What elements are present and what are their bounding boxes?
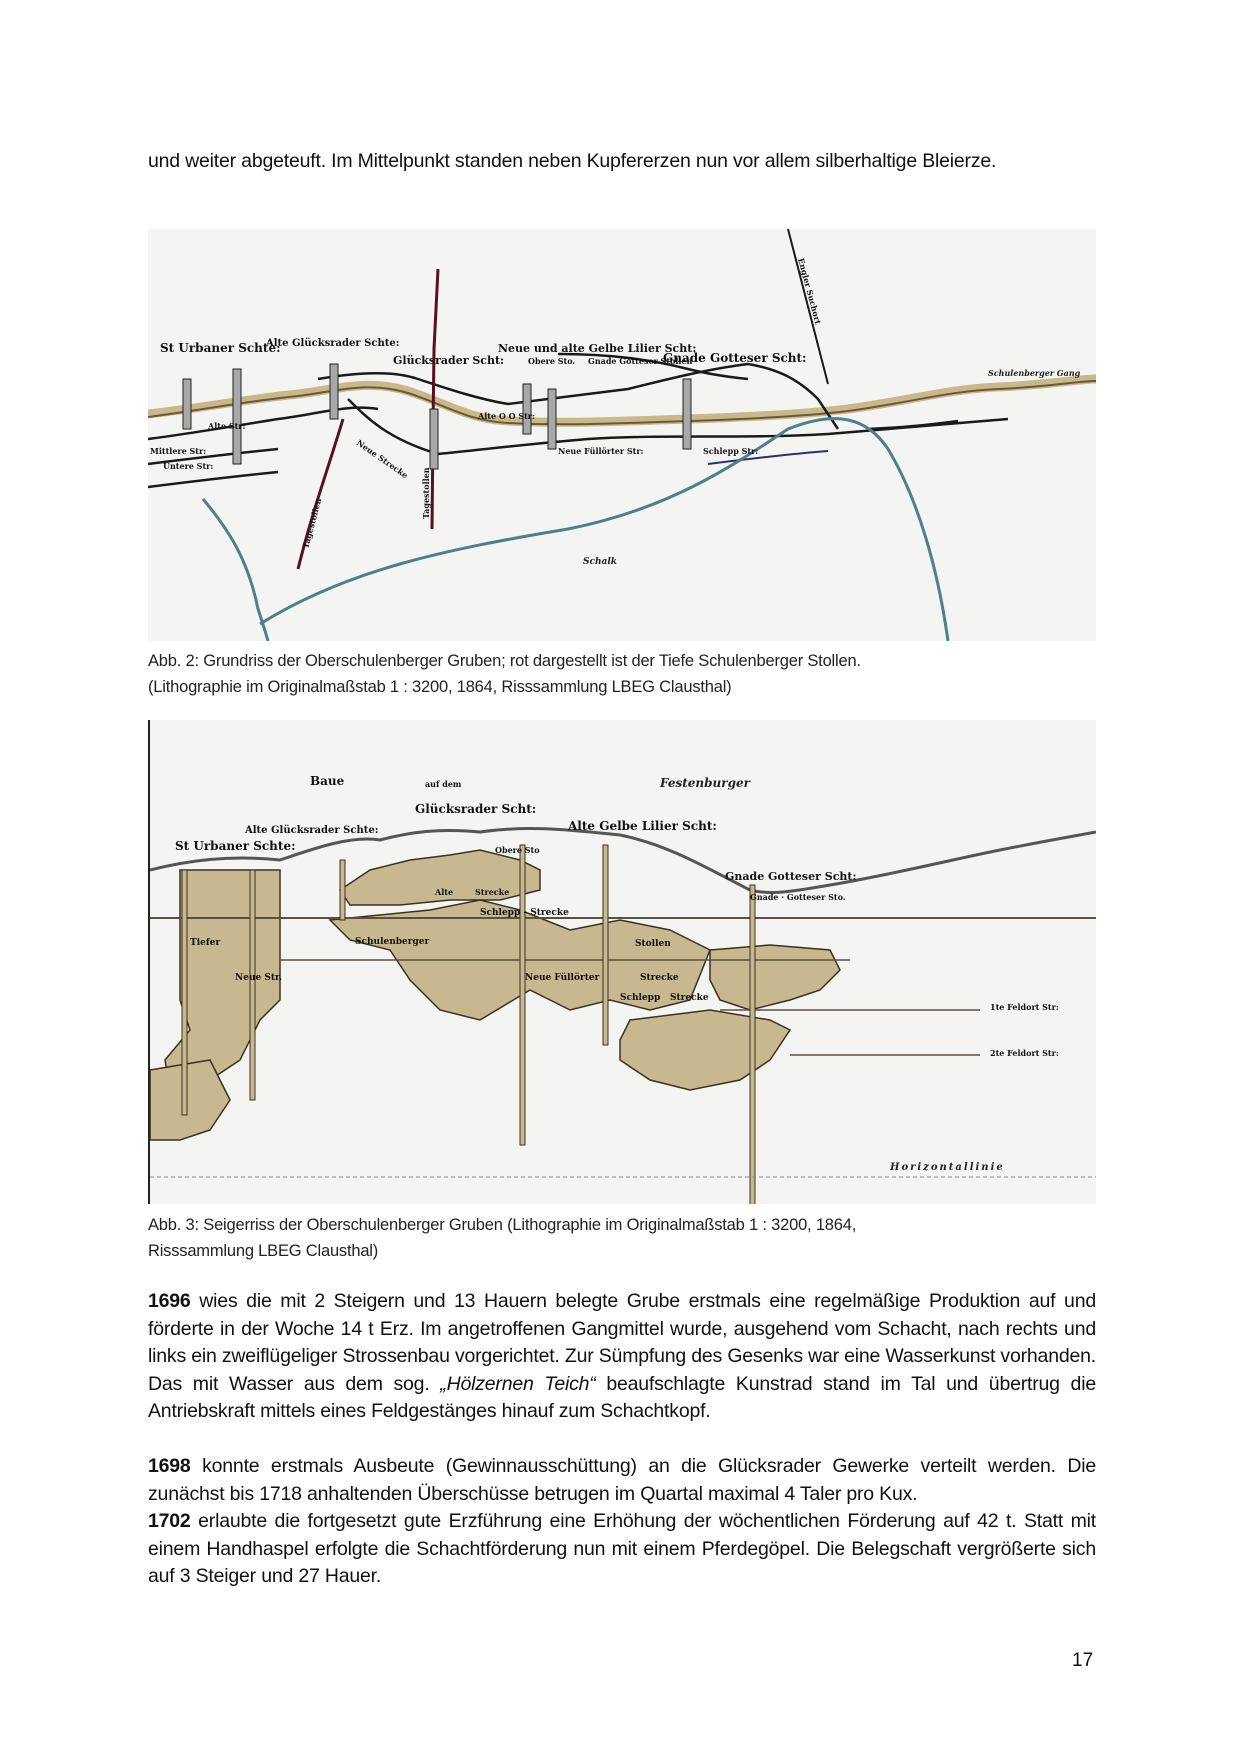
label-strecke-2: Strecke [640, 973, 679, 983]
paragraph-1696-text-end: beaufschlagte Kunstrad stand im Tal und übertrug die Antriebskraft mittels eines Feldgestänges hinauf zum Schachtkopf. [148, 1372, 1096, 1422]
label-gluecksrader: Glücksrader Scht: [393, 354, 505, 367]
label-neue-alte-gelbe-lilier: Neue und alte Gelbe Lilier Scht: [498, 342, 697, 355]
paragraph-1698-text: konnte erstmals Ausbeute (Gewinnausschüttung) an die Glücksrader Gewerke verteilt werden. Die zunächst bis 1718 anhaltenden Überschüsse betrugen im Quartal maximal 4 Taler pro Kux. [148, 1455, 1096, 1505]
label-tagestollen-2: Tagestollen [421, 467, 431, 519]
label-horizontallinie: Horizontallinie [890, 1162, 1005, 1173]
label-schalk: Schalk [583, 557, 618, 567]
shaft [548, 389, 556, 449]
label-obere-sto: Obere Sto. [528, 356, 576, 366]
year-1702: 1702 [148, 1510, 191, 1532]
label-neue-fuellorter-str: Neue Füllörter Str: [558, 446, 644, 456]
intro-paragraph: und weiter abgeteuft. Im Mittelpunkt standen neben Kupfererzen nun vor allem silberhaltige Bleierze. [148, 150, 997, 172]
year-1696: 1696 [148, 1290, 191, 1312]
paragraph-1702-text: erlaubte die fortgesetzt gute Erzführung eine Erhöhung der wöchentlichen Förderung auf 42 t. Statt mit einem Handhaspel erfolgte die Schachtförderung nun mit einem Pferdegöpel. Die Belegschaft vergrößerte sich auf 3 Steiger und 27 Hauer. [148, 1510, 1096, 1587]
label-neue-fuellorter: Neue Füllörter [525, 973, 600, 983]
label-alte-str: Alte Str: [208, 421, 246, 431]
year-1698: 1698 [148, 1455, 191, 1477]
label-schlepp: Schlepp [620, 993, 661, 1003]
label-alte-oo-str: Alte O O Str: [478, 411, 535, 421]
figure-3-caption-line2: Risssammlung LBEG Clausthal) [148, 1242, 379, 1260]
label-untere-str: Untere Str: [163, 461, 214, 471]
drift-untere [148, 472, 278, 487]
label-alte-gluecksrader: Alte Glücksrader Schte: [245, 825, 379, 836]
label-st-urbaner: St Urbaner Schte: [175, 839, 296, 853]
label-baue: Baue [310, 774, 345, 788]
river-schalk [203, 499, 268, 641]
workings-feldort [620, 1010, 790, 1090]
shaft [750, 885, 755, 1204]
label-neue-strecke: Neue Strecke [354, 437, 411, 481]
label-st-urbaner: St Urbaner Schte: [160, 341, 281, 355]
label-feldort-1: 1te Feldort Str: [990, 1002, 1059, 1012]
label-schlepp-strecke: Schlepp - Strecke [480, 908, 569, 918]
paragraph-1702 [148, 1508, 1096, 1591]
label-schulenberger: Schulenberger [355, 937, 430, 947]
label-gnade-gotteser: Gnade Gotteser Scht: [663, 351, 807, 365]
figure-2-plan-drawing [148, 229, 1096, 641]
label-strecke-3: Strecke [670, 993, 709, 1003]
shaft [523, 384, 531, 434]
label-tiefer: Tiefer [190, 938, 221, 948]
label-mittlere-str: Mittlere Str: [150, 446, 207, 456]
figure-3-caption-line1: Abb. 3: Seigerriss der Oberschulenberger Gruben (Lithographie im Originalmaßstab 1 : 3200, 1864, [148, 1216, 857, 1234]
hoelzernen-teich: „Hölzernen Teich“ [440, 1372, 596, 1395]
label-auf-dem: auf dem [425, 779, 462, 789]
shaft [520, 845, 525, 1145]
workings-east [710, 945, 840, 1010]
label-alte-gelbe-lilier: Alte Gelbe Lilier Scht: [568, 819, 717, 833]
paragraph-1696-text: wies die mit 2 Steigern und 13 Hauern belegte Grube erstmals eine regelmäßige Produktion auf und förderte in der Woche 14 t Erz. Im angetroffenen Gangmittel wurde, ausgehend vom Schacht, nach rechts und links ein zweiflügeliger Strossenbau vorgerichtet. Zur Sümpfung des Gesenks war eine Wasserkunst vorhanden. Das mit Wasser aus dem sog. [148, 1290, 1096, 1395]
figure-2-caption-line1: Abb. 2: Grundriss der Oberschulenberger Gruben; rot dargestellt ist der Tiefe Schulenberger Stollen. [148, 652, 861, 670]
page-number: 17 [1072, 1650, 1094, 1671]
shaft [233, 369, 241, 464]
label-gluecksrader: Glücksrader Scht: [415, 802, 537, 816]
label-engler-suchort: Engler Suchort [796, 256, 824, 326]
paragraph-1698 [148, 1453, 1096, 1508]
paragraph-1696 [148, 1288, 1096, 1426]
label-alte: Alte [435, 887, 454, 897]
figure-2-caption-line2: (Lithographie im Originalmaßstab 1 : 3200, 1864, Risssammlung LBEG Clausthal) [148, 678, 732, 696]
label-gnade-gotteser-sto: Gnade · Gotteser Sto. [750, 892, 846, 902]
shaft [330, 364, 338, 419]
figure-3-section-drawing [150, 720, 1096, 1204]
label-feldort-2: 2te Feldort Str: [990, 1048, 1059, 1058]
shaft [250, 870, 255, 1100]
label-alte-gluecksrader: Alte Glücksrader Schte: [266, 338, 400, 349]
label-stollen: Stollen [635, 939, 671, 949]
label-strecke: Strecke [475, 887, 510, 897]
label-gnade-gotteser: Gnade Gotteser Scht: [725, 870, 857, 883]
label-festenburger: Festenburger [660, 776, 750, 790]
label-obere-sto: Obere Sto [495, 845, 540, 855]
label-neue-str: Neue Str. [235, 973, 283, 983]
shaft [340, 860, 345, 920]
label-gnade-gotteser-stollen: Gnade Gotteser Stollen [588, 356, 693, 366]
shaft [430, 409, 438, 469]
shaft [183, 379, 191, 429]
figure-3-section [148, 720, 1096, 1204]
shaft [182, 870, 187, 1115]
label-schlepp-str: Schlepp Str: [703, 446, 759, 456]
shaft [683, 379, 691, 449]
figure-2-map [148, 229, 1096, 641]
ore-vein [148, 379, 1096, 422]
label-tagestollen-1: Tagestollen [300, 497, 324, 550]
label-schulenberger-gang: Schulenberger Gang [988, 368, 1081, 378]
shaft [603, 845, 608, 1045]
